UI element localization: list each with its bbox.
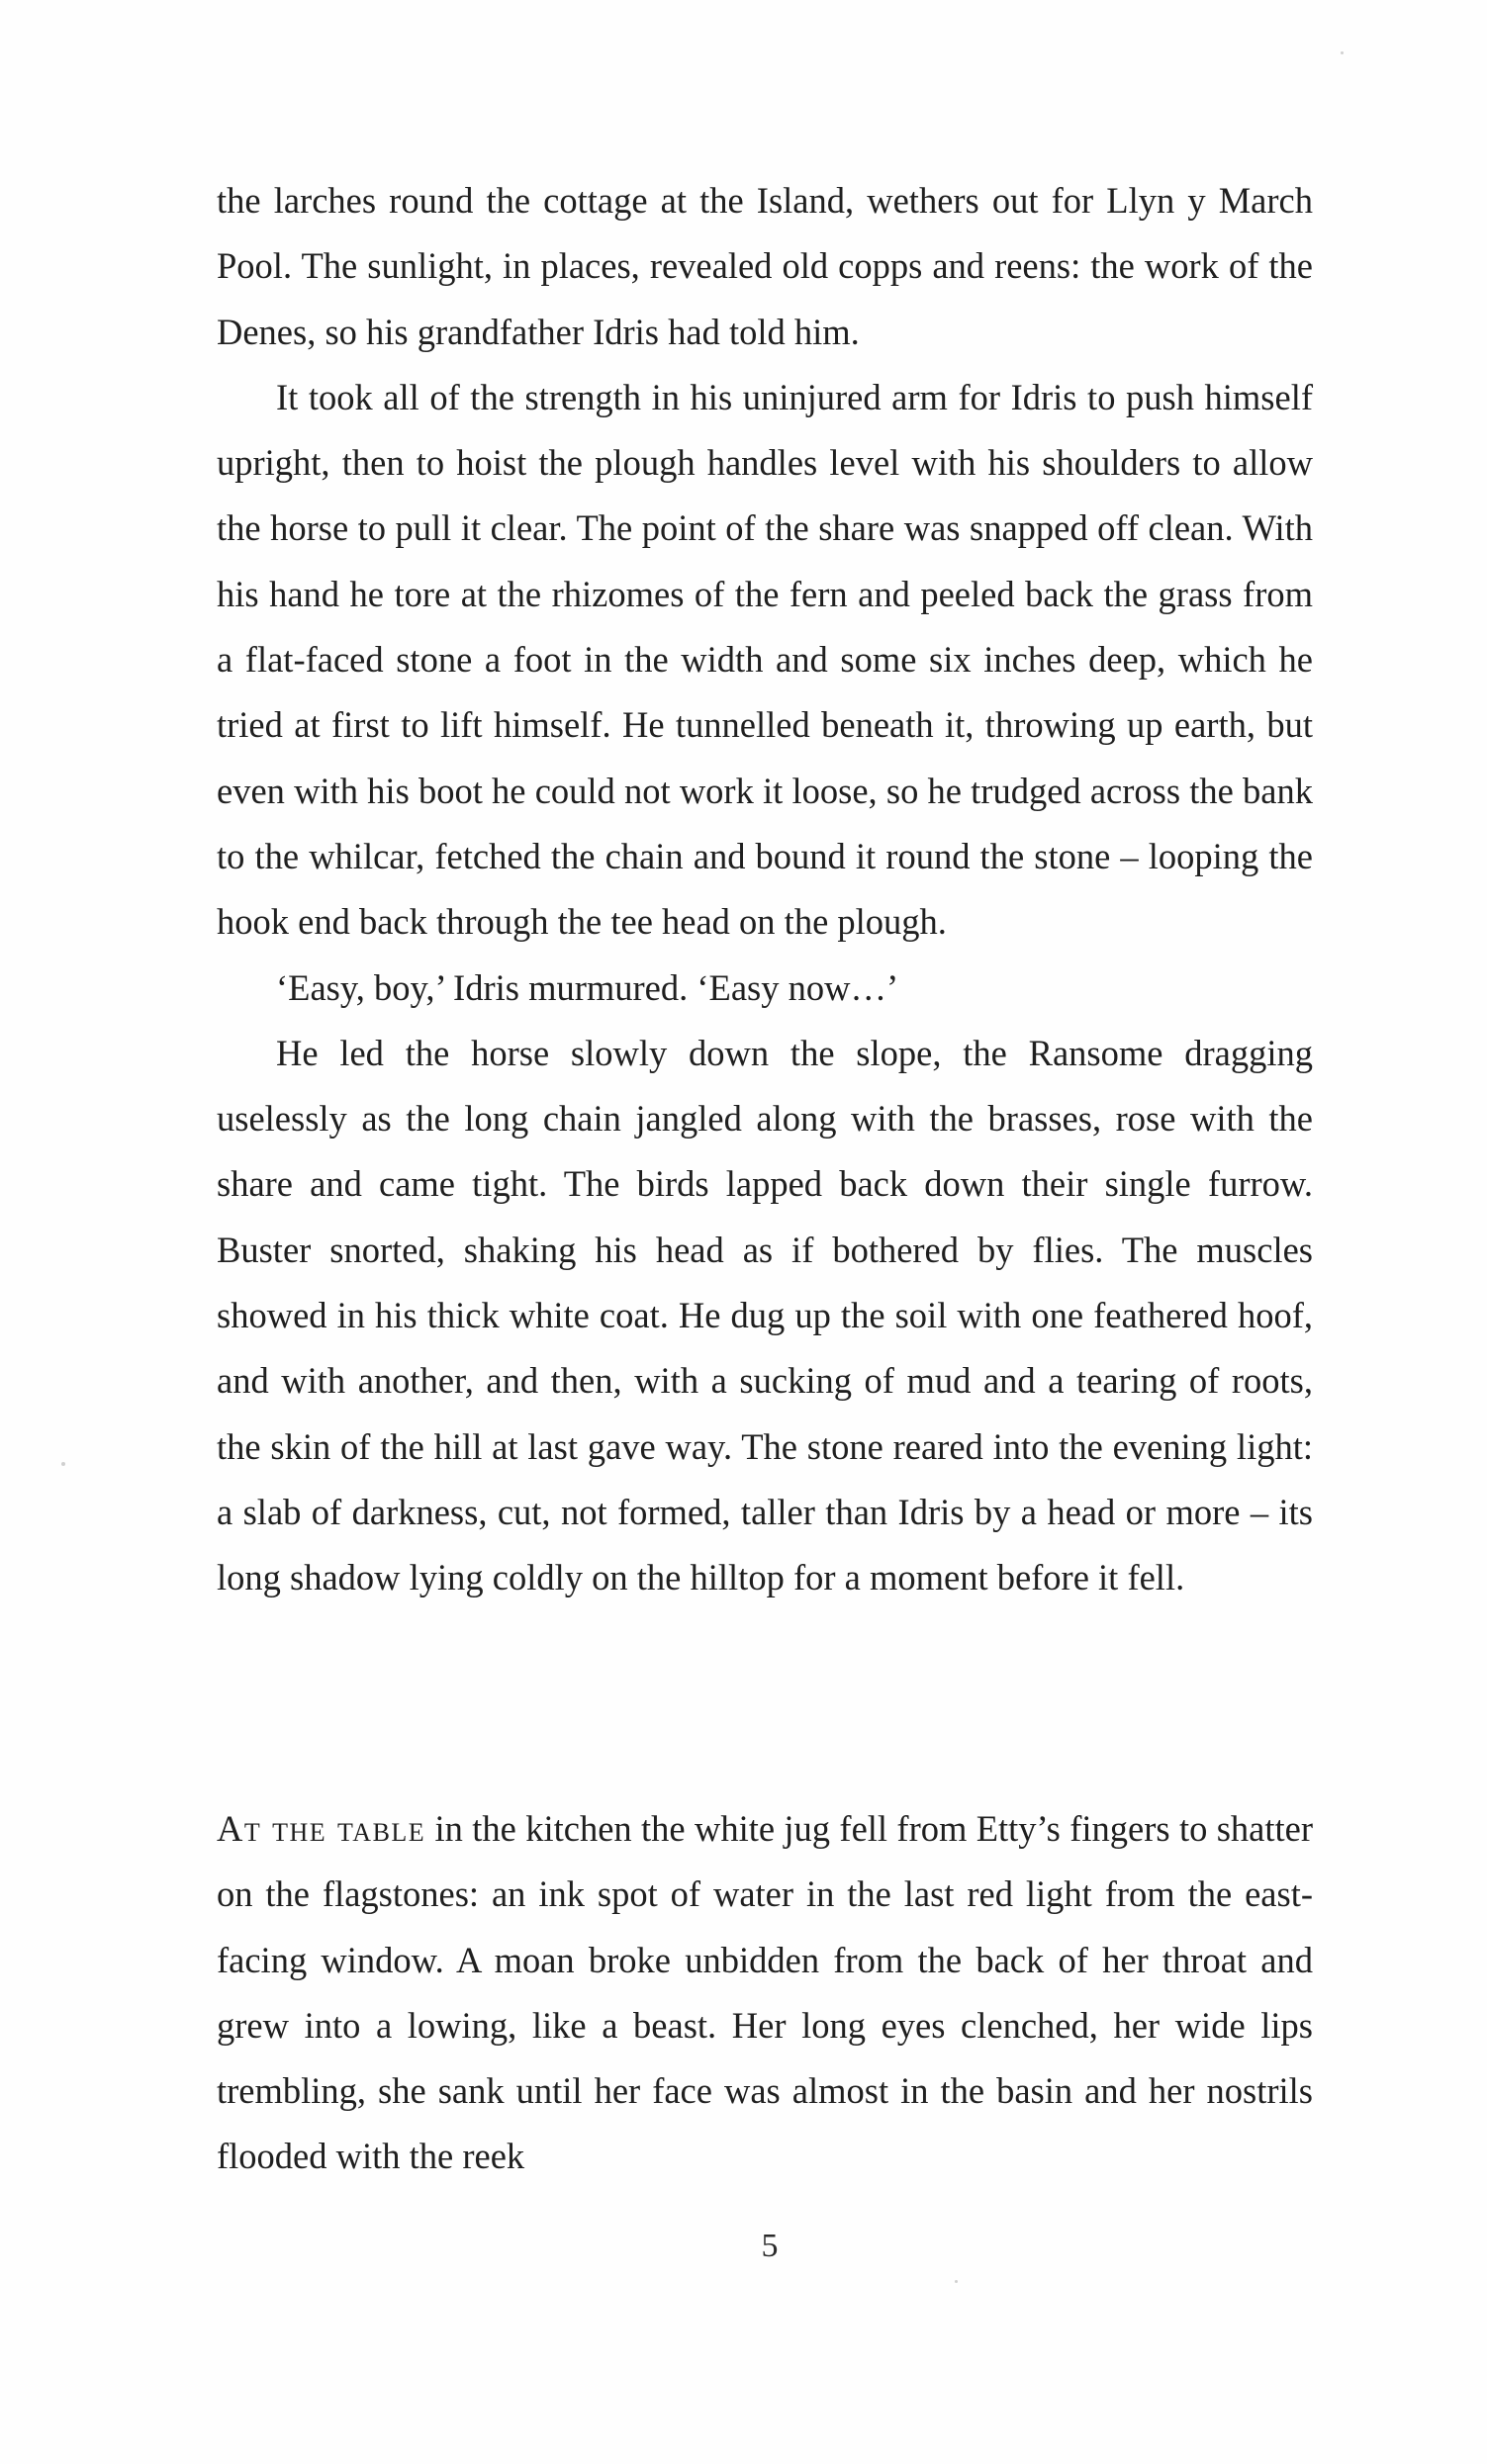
text-section-2 — [217, 1796, 1313, 2190]
scan-speck — [955, 2280, 958, 2283]
paragraph-dialogue: ‘Easy, boy,’ Idris murmured. ‘Easy now…’ — [276, 966, 899, 1008]
text-section-1 — [217, 168, 1313, 1611]
scan-speck — [61, 1462, 65, 1466]
paragraph-kitchen — [217, 1796, 1313, 2190]
section-lead-in: At the table — [217, 1808, 426, 1849]
paragraph-plough-stone: It took all of the strength in his uninjured arm for Idris to push himself upright, then to hoist the plough handles level with his shoulders to allow the horse to pull it clear. The point of the share was snapped off clean. With his hand he tore at the rhizomes of the fern and peeled back the grass from a flat-faced stone a foot in the width and some six inches deep, which he tried at first to lift himself. He tunnelled beneath it, throwing up earth, but even with his boot he could not work it loose, so he trudged across the bank to the whilcar, fetched the chain and bound it round the stone – looping the hook end back through the tee head on the plough. — [217, 376, 1313, 943]
paragraph-horse-pull: He led the horse slowly down the slope, the Ransome dragging uselessly as the long chain jangled along with the brasses, rose with the share and came tight. The birds lapped back down their single furrow. Buster snorted, shaking his head as if bothered by flies. The muscles showed in his thick white coat. He dug up the soil with one feathered hoof, and with another, and then, with a sucking of mud and a tearing of roots, the skin of the hill at last gave way. The stone reared into the evening light: a slab of darkness, cut, not formed, taller than Idris by a head or more – its long shadow lying coldly on the hilltop for a moment before it fell. — [217, 1032, 1313, 1598]
scan-speck — [1341, 51, 1344, 54]
paragraph-kitchen-text: in the kitchen the white jug fell from Etty’s fingers to shatter on the flagstones: an ink spot of water in the last red light from the east-facing window. A moan broke unbidden from the back of her throat and grew into a lowing, like a beast. Her long eyes clenched, her wide lips trembling, she sank until her face was almost in the basin and her nostrils flooded with the reek — [217, 1808, 1313, 2177]
paragraph-continued: the larches round the cottage at the Island, wethers out for Llyn y March Pool. The sunlight, in places, revealed old copps and reens: the work of the Denes, so his grandfather Idris had told him. — [217, 180, 1313, 352]
page-number: 5 — [761, 2228, 779, 2264]
